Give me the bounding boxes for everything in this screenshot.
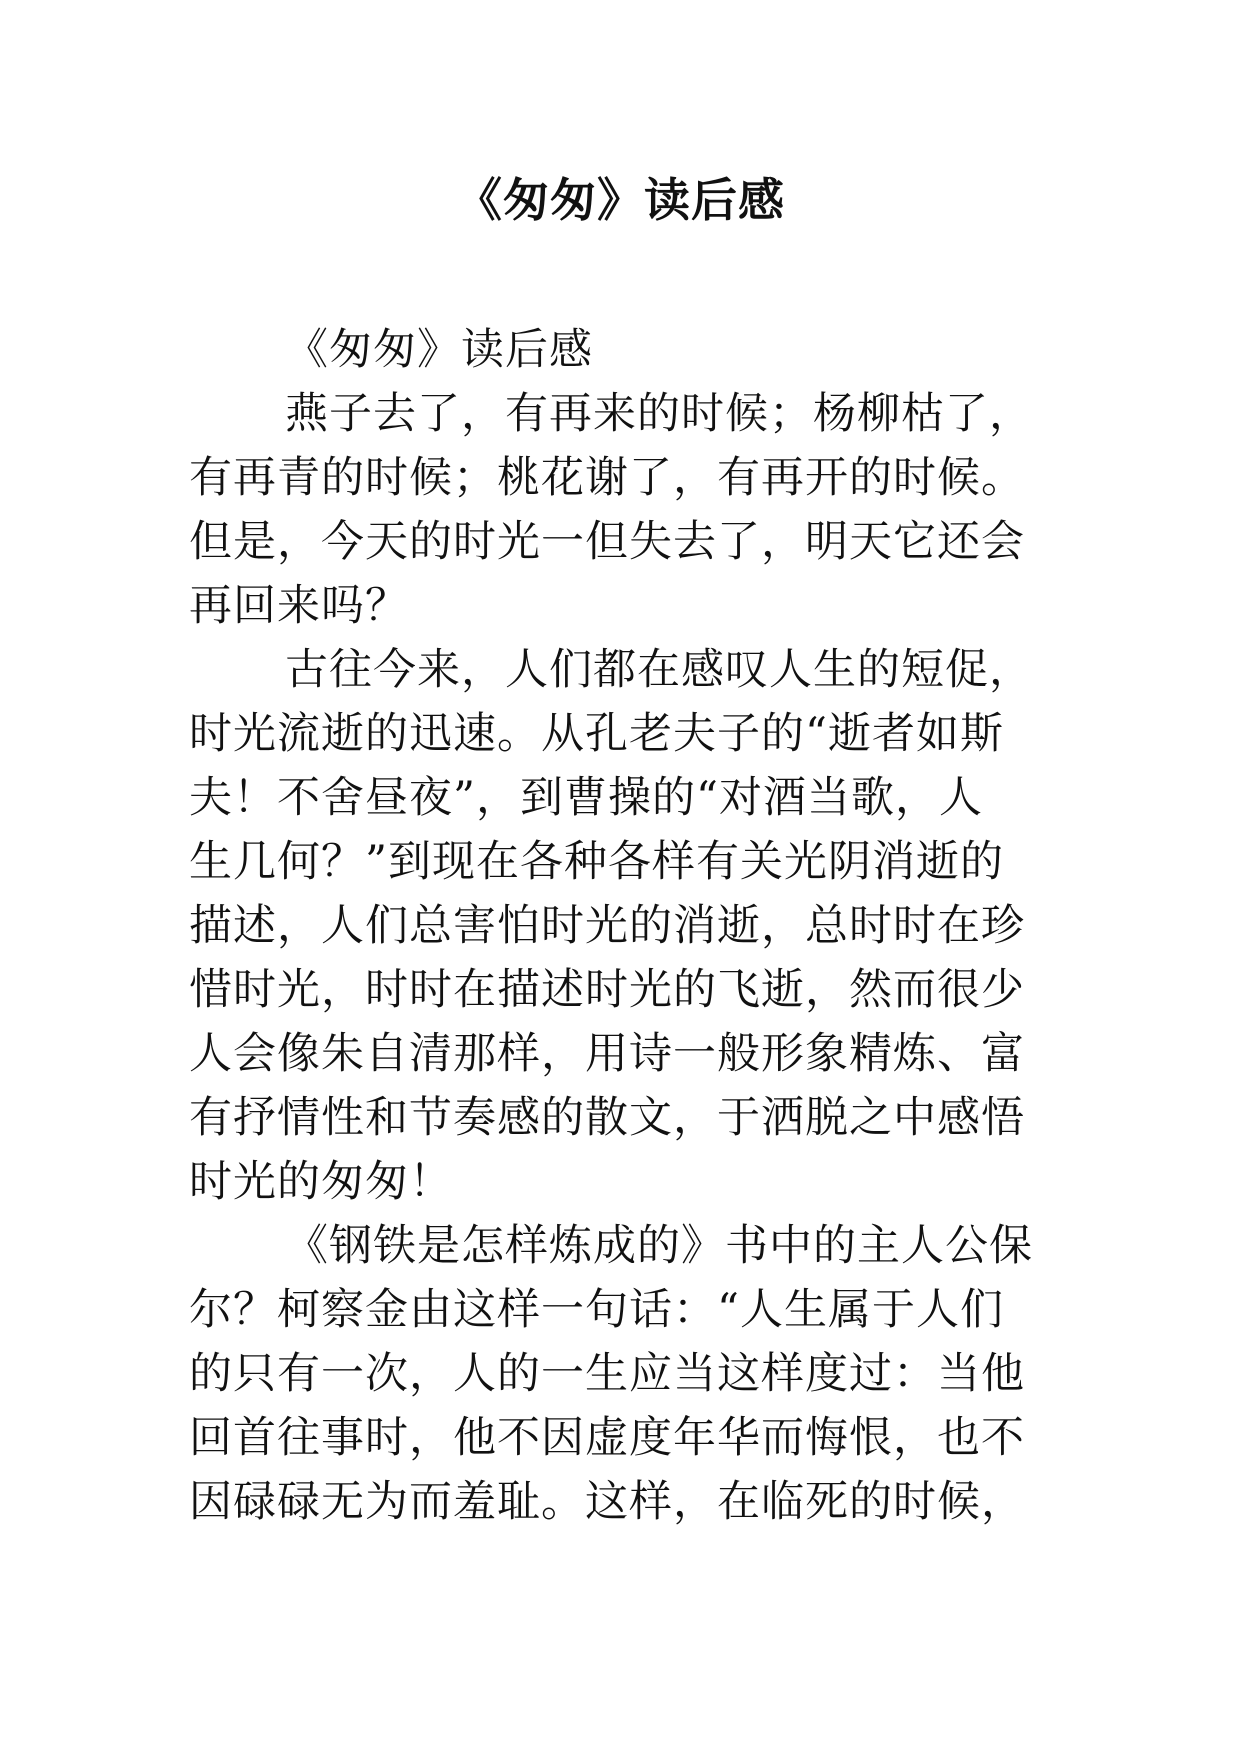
paragraph-2-line-2: 时光流逝的迅速。从孔老夫子的“逝者如斯 (189, 709, 1004, 759)
paragraph-3-line-5: 因碌碌无为而羞耻。这样，在临死的时候， (189, 1477, 1025, 1527)
paragraph-2-line-1: 古往今来，人们都在感叹人生的短促， (285, 645, 1033, 695)
document-body (189, 318, 1069, 1534)
paragraph-3-line-2: 尔？柯察金由这样一句话：“人生属于人们 (189, 1285, 1004, 1335)
paragraph-3-line-1: 《钢铁是怎样炼成的》书中的主人公保 (285, 1221, 1033, 1271)
paragraph-1-line-1: 燕子去了，有再来的时候；杨柳枯了， (285, 389, 1033, 439)
paragraph-2-line-3: 夫！不舍昼夜”，到曹操的“对酒当歌，人 (189, 773, 983, 823)
paragraph-3-line-3: 的只有一次，人的一生应当这样度过：当他 (189, 1349, 1025, 1399)
paragraph-2-line-5: 描述，人们总害怕时光的消逝，总时时在珍 (189, 901, 1025, 951)
document-title: 《匆匆》读后感 (456, 173, 785, 227)
paragraph-2-line-7: 人会像朱自清那样，用诗一般形象精炼、富 (189, 1029, 1025, 1079)
paragraph-2-line-4: 生几何？”到现在各种各样有关光阴消逝的 (189, 837, 1004, 887)
paragraph-1-line-4: 再回来吗？ (189, 581, 409, 631)
paragraph-3-line-4: 回首往事时，他不因虚度年华而悔恨，也不 (189, 1413, 1025, 1463)
paragraph-2-line-6: 惜时光，时时在描述时光的飞逝，然而很少 (189, 965, 1025, 1015)
paragraph-1-line-2: 有再青的时候；桃花谢了，有再开的时候。 (189, 453, 1025, 503)
paragraph-2-line-8: 有抒情性和节奏感的散文，于洒脱之中感悟 (189, 1093, 1025, 1143)
paragraph-1-line-3: 但是，今天的时光一但失去了，明天它还会 (189, 517, 1025, 567)
body-subtitle: 《匆匆》读后感 (285, 325, 593, 375)
paragraph-2-line-9: 时光的匆匆！ (189, 1157, 453, 1207)
